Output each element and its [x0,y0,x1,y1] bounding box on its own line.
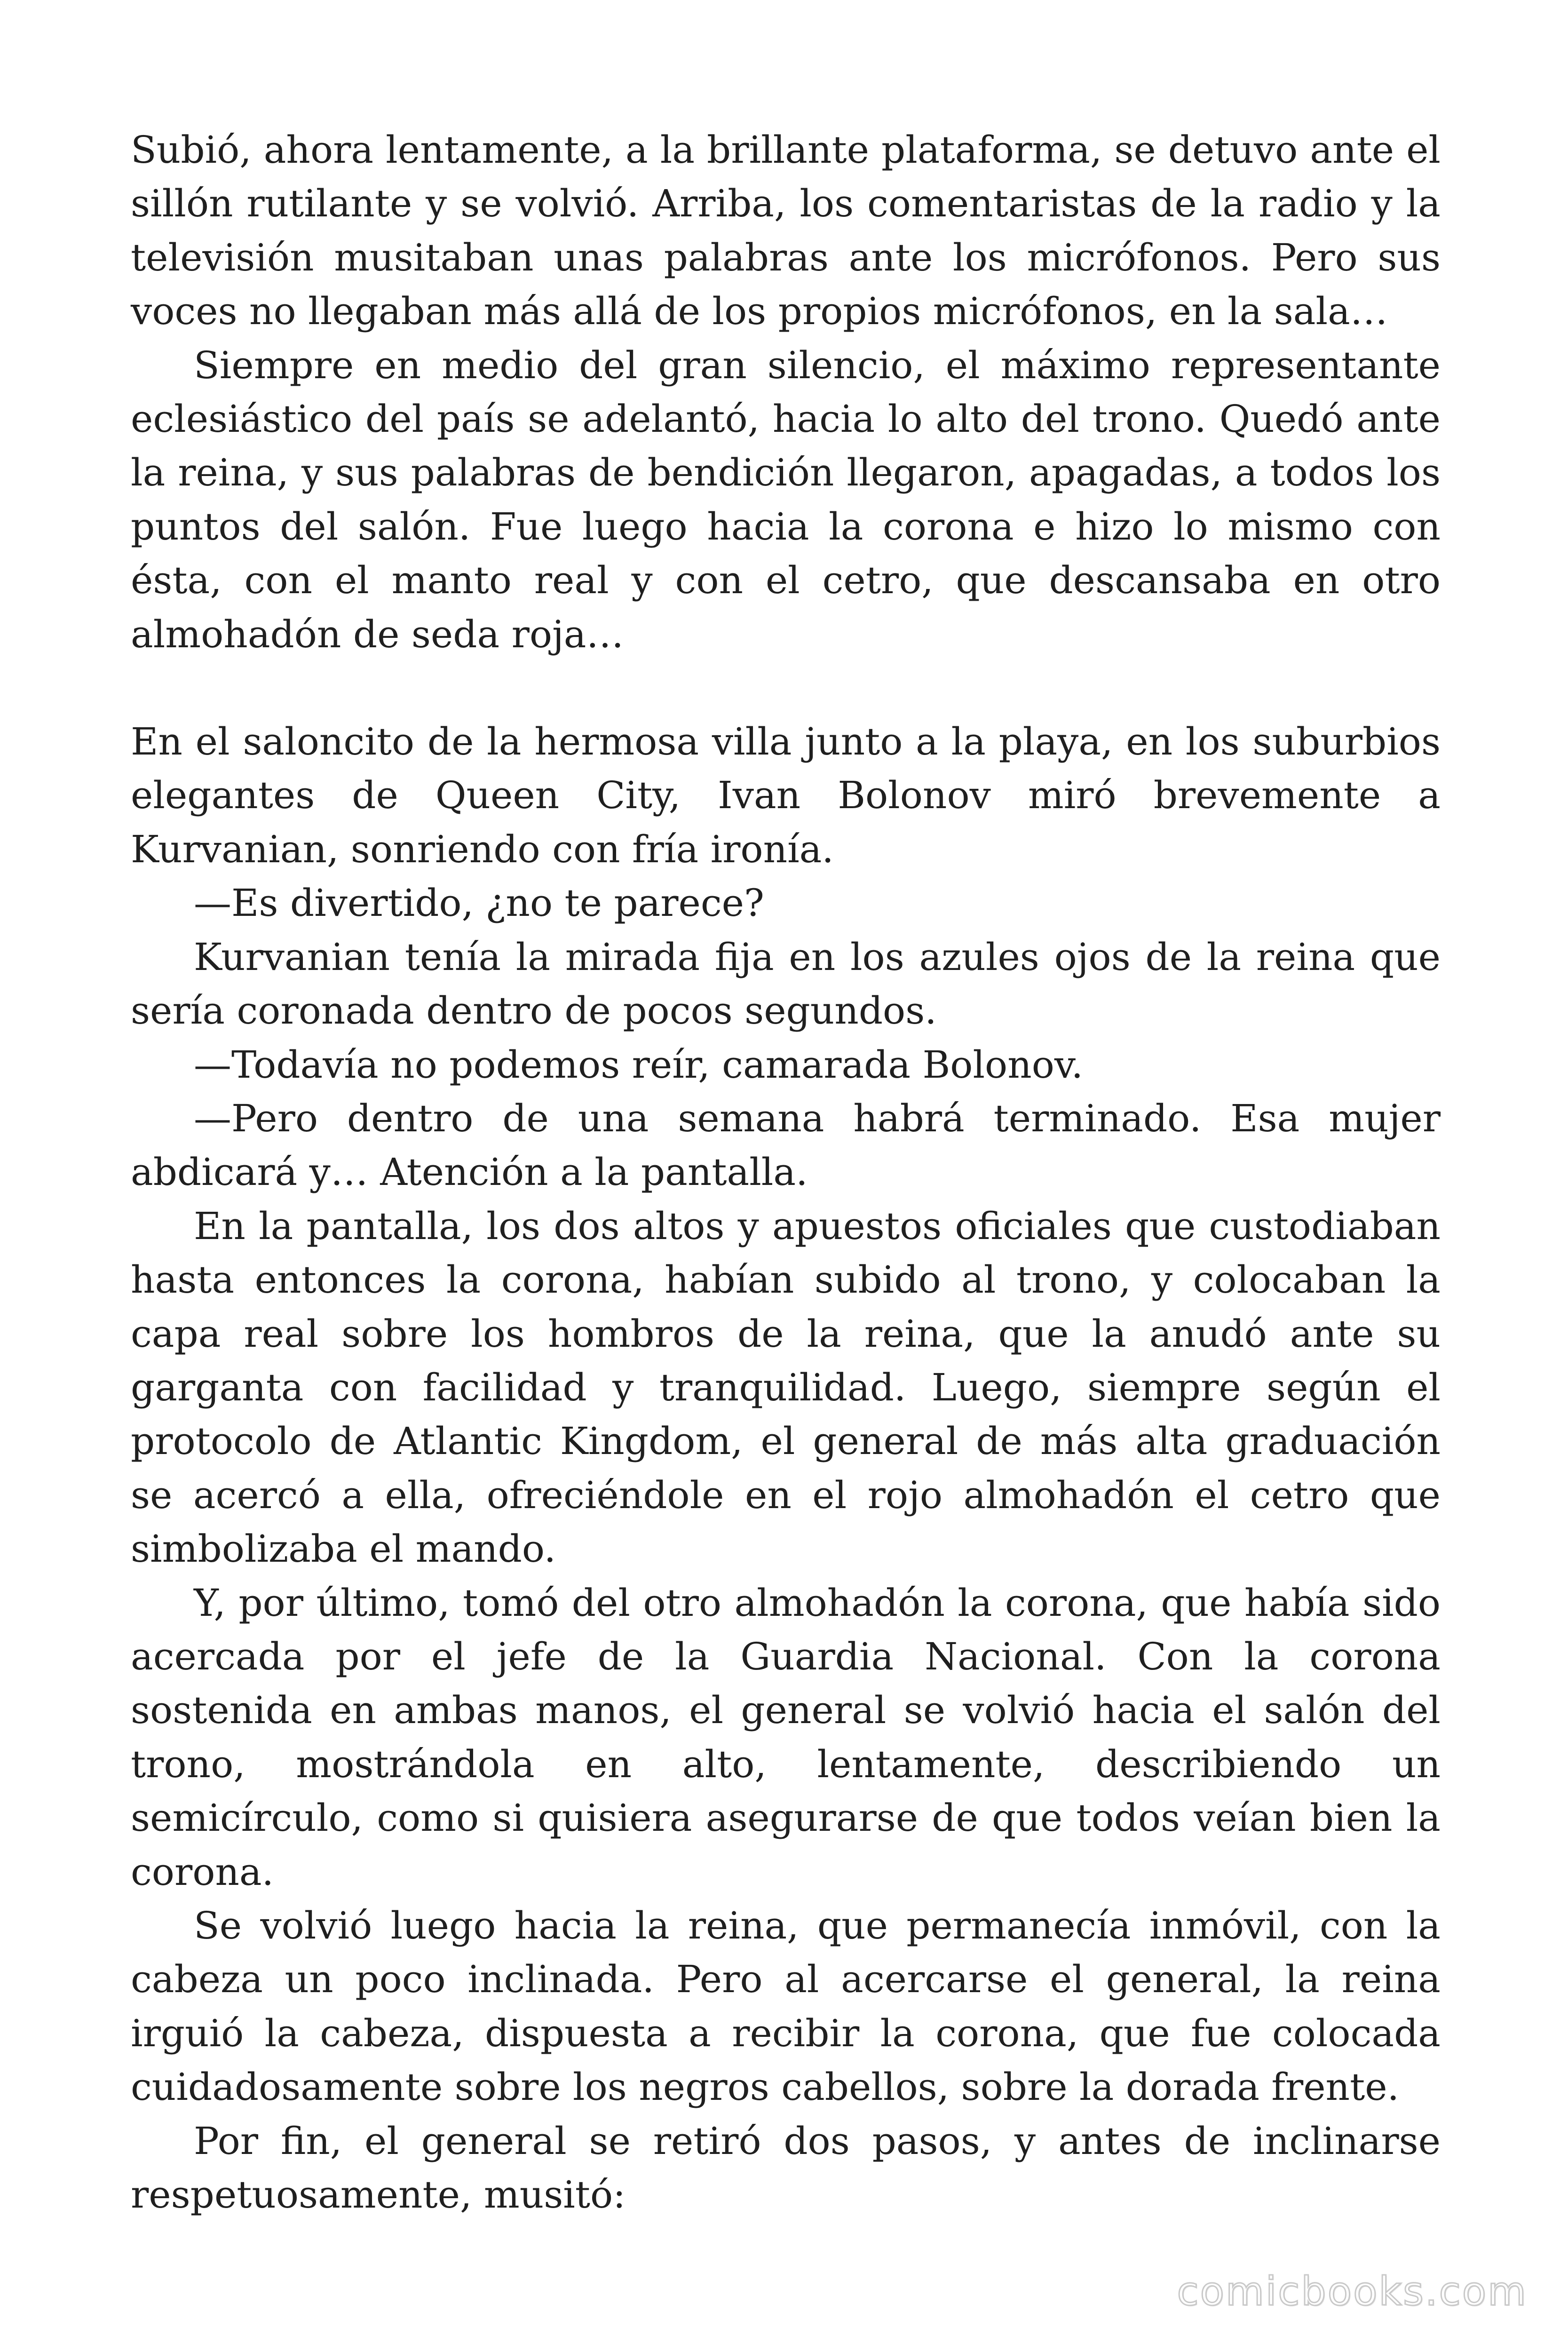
section-break [131,661,1441,715]
dialogue-paragraph: —Es divertido, ¿no te parece? [194,881,764,925]
dialogue-paragraph: —Todavía no podemos reír, camarada Bolonov. [194,1042,1084,1087]
paragraph: Kurvanian tenía la mirada fija en los azules ojos de la reina que sería coronada dentro de pocos segundos. [131,935,1441,1033]
page-body [131,123,1441,2222]
paragraph: Por fin, el general se retiró dos pasos, y antes de inclinarse respetuosamente, musitó: [131,2119,1441,2217]
paragraph: En el saloncito de la hermosa villa junto a la playa, en los suburbios elegantes de Queen City, Ivan Bolonov miró brevemente a Kurvanian, sonriendo con fría ironía. [131,720,1441,871]
paragraph: En la pantalla, los dos altos y apuestos oficiales que custodiaban hasta entonces la corona, habían subido al trono, y colocaban la capa real sobre los hombros de la reina, que la anudó ante su garganta con facilidad y tranquilidad. Luego, siempre según el protocolo de Atlantic Kingdom, el general de más alta graduación se acercó a ella, ofreciéndole en el rojo almohadón el cetro que simbolizaba el mando. [131,1204,1441,1571]
paragraph: Se volvió luego hacia la reina, que permanecía inmóvil, con la cabeza un poco inclinada. Pero al acercarse el general, la reina irguió la cabeza, dispuesta a recibir la corona, que fue colocada cuidadosamente sobre los negros cabellos, sobre la dorada frente. [131,1904,1441,2109]
watermark: comicbooks.com [1177,2268,1528,2314]
paragraph: Siempre en medio del gran silencio, el máximo representante eclesiástico del país se adelantó, hacia lo alto del trono. Quedó ante la reina, y sus palabras de bendición llegaron, apagadas, a todos los puntos del salón. Fue luego hacia la corona e hizo lo mismo con ésta, con el manto real y con el cetro, que descansaba en otro almohadón de seda roja… [131,343,1441,656]
paragraph: Subió, ahora lentamente, a la brillante plataforma, se detuvo ante el sillón rutilante y se volvió. Arriba, los comentaristas de la radio y la televisión musitaban unas palabras ante los micrófonos. Pero sus voces no llegaban más allá de los propios micrófonos, en la sala… [131,128,1441,334]
paragraph: Y, por último, tomó del otro almohadón la corona, que había sido acercada por el jefe de la Guardia Nacional. Con la corona sostenida en ambas manos, el general se volvió hacia el salón del trono, mostrándola en alto, lentamente, describiendo un semicírculo, como si quisiera asegurarse de que todos veían bien la corona. [131,1581,1441,1894]
dialogue-paragraph: —Pero dentro de una semana habrá terminado. Esa mujer abdicará y… Atención a la pantalla. [131,1096,1441,1194]
